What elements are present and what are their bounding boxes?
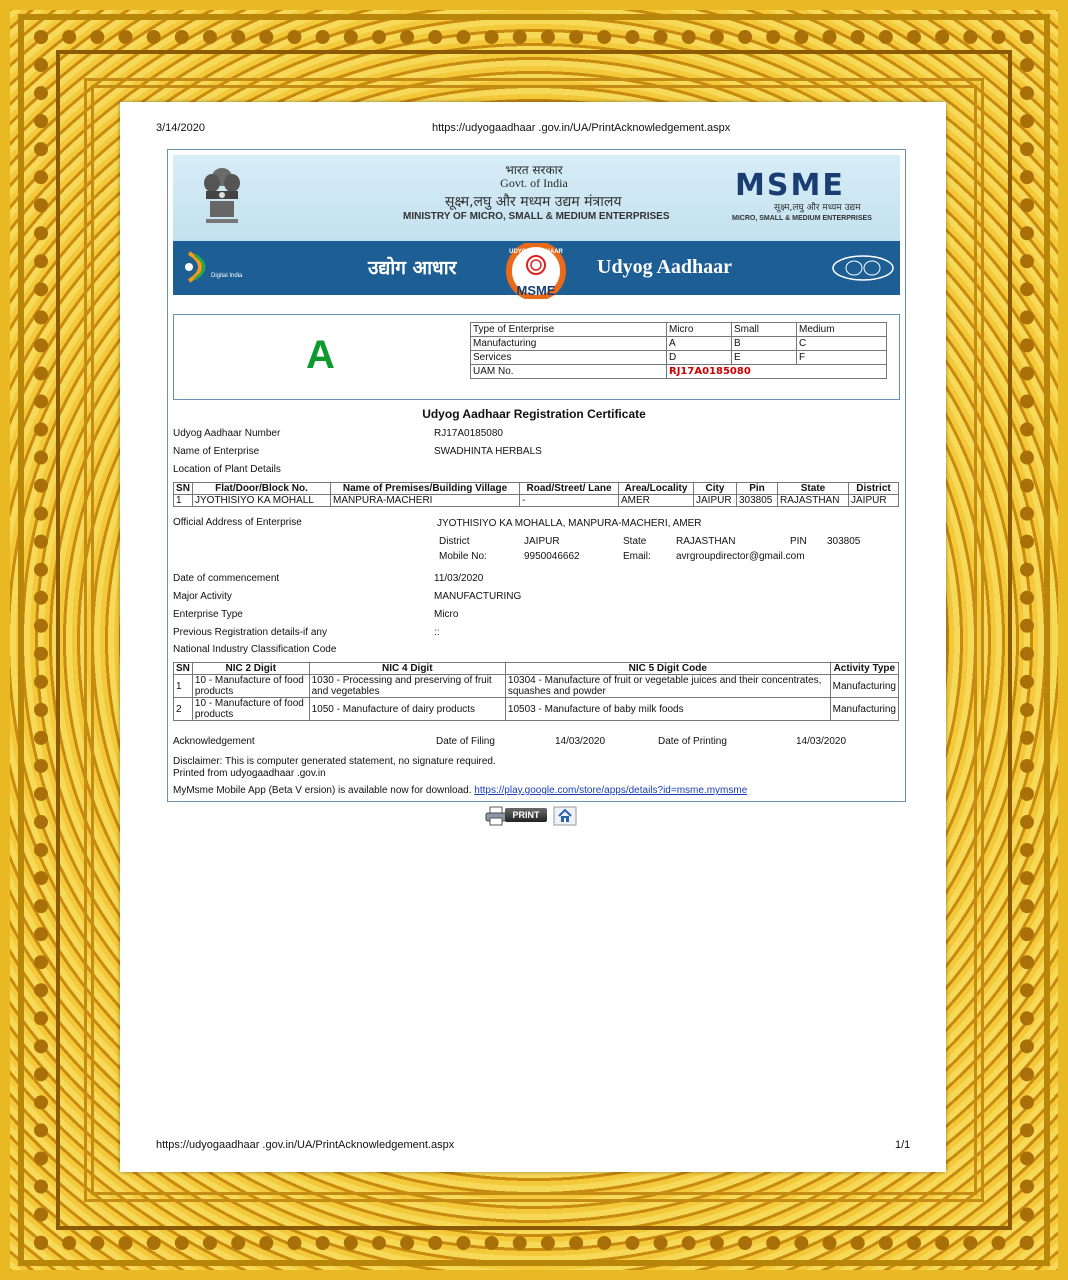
table-cell: JAIPUR bbox=[694, 495, 737, 507]
table-header-row bbox=[174, 663, 899, 675]
print-button-label: PRINT bbox=[505, 808, 547, 822]
home-button[interactable] bbox=[553, 806, 577, 826]
commencement-label: Date of commencement bbox=[173, 573, 280, 584]
table-row bbox=[174, 698, 899, 721]
print-button[interactable] bbox=[485, 806, 549, 826]
pin-value: 303805 bbox=[827, 536, 861, 547]
table-cell: Services bbox=[471, 351, 667, 365]
column-header: NIC 2 Digit bbox=[192, 663, 309, 675]
mobile-label: Mobile No: bbox=[439, 551, 487, 562]
plant-location-table bbox=[173, 482, 899, 507]
table-cell: A bbox=[667, 337, 732, 351]
pin-label: PIN bbox=[790, 536, 807, 547]
column-header: Activity Type bbox=[830, 663, 898, 675]
seal-msme-text: MSME bbox=[516, 283, 556, 298]
district-label: District bbox=[439, 536, 470, 547]
previous-registration-label: Previous Registration details-if any bbox=[173, 627, 327, 638]
state-value: RAJASTHAN bbox=[676, 536, 736, 547]
table-cell: 10 - Manufacture of food products bbox=[192, 698, 309, 721]
ministry-english: MINISTRY OF MICRO, SMALL & MEDIUM ENTERPRISES bbox=[403, 211, 670, 222]
disclaimer: Disclaimer: This is computer generated statement, no signature required. bbox=[173, 756, 496, 767]
page-number: 1/1 bbox=[895, 1139, 911, 1151]
commencement-value: 11/03/2020 bbox=[434, 573, 484, 584]
mobile-app-text: MyMsme Mobile App (Beta V ersion) is available now for download. bbox=[173, 785, 472, 796]
digital-india-logo bbox=[181, 249, 251, 289]
table-cell: Small bbox=[732, 323, 797, 337]
table-cell: 2 bbox=[174, 698, 193, 721]
table-cell: - bbox=[520, 495, 619, 507]
table-cell: 1030 - Processing and preserving of fruit and vegetables bbox=[309, 675, 505, 698]
column-header: SN bbox=[174, 663, 193, 675]
state-label: State bbox=[623, 536, 647, 547]
column-header: City bbox=[694, 483, 737, 495]
gov-seal-icon bbox=[828, 253, 898, 283]
enterprise-name-value: SWADHINTA HERBALS bbox=[434, 446, 542, 457]
home-icon bbox=[553, 806, 577, 826]
nic-label: National Industry Classification Code bbox=[173, 644, 337, 655]
mobile-value: 9950046662 bbox=[524, 551, 580, 562]
column-header: SN bbox=[174, 483, 193, 495]
table-cell: 303805 bbox=[737, 495, 778, 507]
table-cell: C bbox=[797, 337, 887, 351]
table-cell: 1 bbox=[174, 675, 193, 698]
uam-label: UAM No. bbox=[471, 365, 667, 379]
udyog-aadhaar-english: Udyog Aadhaar bbox=[597, 256, 733, 278]
previous-registration-value: :: bbox=[434, 627, 440, 638]
table-cell: Manufacturing bbox=[830, 698, 898, 721]
digital-india-label: Digital India bbox=[211, 273, 243, 279]
official-address-value: JYOTHISIYO KA MOHALLA, MANPURA-MACHERI, AMER bbox=[437, 518, 702, 529]
printed-from: Printed from udyogaadhaar .gov.in bbox=[173, 768, 326, 779]
udyog-aadhaar-seal-icon bbox=[497, 243, 575, 299]
major-activity-label: Major Activity bbox=[173, 591, 232, 602]
column-header: Area/Locality bbox=[619, 483, 694, 495]
table-cell: JYOTHISIYO KA MOHALL bbox=[193, 495, 331, 507]
table-cell: 10 - Manufacture of food products bbox=[192, 675, 309, 698]
ministry-hindi: सूक्ष्म,लघु और मध्यम उद्यम मंत्रालय bbox=[445, 194, 622, 210]
email-label: Email: bbox=[623, 551, 651, 562]
msme-hindi: सूक्ष्म,लघु और मध्यम उद्यम bbox=[774, 203, 861, 213]
printing-date-value: 14/03/2020 bbox=[796, 736, 847, 747]
table-row bbox=[471, 323, 887, 337]
table-cell: D bbox=[667, 351, 732, 365]
gov-hindi: भारत सरकार bbox=[505, 163, 563, 177]
table-cell: Manufacturing bbox=[830, 675, 898, 698]
msme-english: MICRO, SMALL & MEDIUM ENTERPRISES bbox=[732, 215, 872, 222]
table-row bbox=[471, 351, 887, 365]
print-date: 3/14/2020 bbox=[156, 122, 205, 134]
email-value: avrgroupdirector@gmail.com bbox=[676, 551, 805, 562]
column-header: Pin bbox=[737, 483, 778, 495]
column-header: District bbox=[849, 483, 899, 495]
table-row bbox=[471, 337, 887, 351]
column-header: Flat/Door/Block No. bbox=[193, 483, 331, 495]
acknowledgement-label: Acknowledgement bbox=[173, 736, 255, 747]
nic-table bbox=[173, 662, 899, 721]
table-cell: Type of Enterprise bbox=[471, 323, 667, 337]
table-cell: 10304 - Manufacture of fruit or vegetable juices and their concentrates, squashes and powder bbox=[505, 675, 830, 698]
certificate-title: Udyog Aadhaar Registration Certificate bbox=[422, 407, 646, 421]
filing-date-value: 14/03/2020 bbox=[555, 736, 606, 747]
table-cell: F bbox=[797, 351, 887, 365]
column-header: NIC 5 Digit Code bbox=[505, 663, 830, 675]
print-url: https://udyogaadhaar .gov.in/UA/PrintAcknowledgement.aspx bbox=[432, 122, 731, 134]
table-header-row bbox=[174, 483, 899, 495]
category-grade: A bbox=[306, 333, 335, 377]
msme-logo: MSME bbox=[735, 168, 845, 203]
enterprise-type-table bbox=[470, 322, 887, 379]
plant-location-label: Location of Plant Details bbox=[173, 464, 281, 475]
table-cell: MANPURA-MACHERI bbox=[331, 495, 520, 507]
printer-icon bbox=[485, 806, 507, 826]
printing-date-label: Date of Printing bbox=[658, 736, 727, 747]
enterprise-type-value: Micro bbox=[434, 609, 459, 620]
udyog-aadhaar-hindi: उद्योग आधार bbox=[368, 257, 457, 279]
enterprise-type-label: Enterprise Type bbox=[173, 609, 243, 620]
mobile-app-note bbox=[173, 785, 747, 796]
table-cell: JAIPUR bbox=[849, 495, 899, 507]
table-row bbox=[174, 495, 899, 507]
table-cell: B bbox=[732, 337, 797, 351]
seal-ring-text: UDYOG AADHAAR bbox=[509, 249, 563, 255]
table-cell: AMER bbox=[619, 495, 694, 507]
uam-value: RJ17A0185080 bbox=[667, 365, 887, 379]
table-row bbox=[174, 675, 899, 698]
column-header: State bbox=[778, 483, 849, 495]
table-cell: Manufacturing bbox=[471, 337, 667, 351]
table-cell: 1050 - Manufacture of dairy products bbox=[309, 698, 505, 721]
aadhaar-number-label: Udyog Aadhaar Number bbox=[173, 428, 281, 439]
major-activity-value: MANUFACTURING bbox=[434, 591, 522, 602]
footer-url: https://udyogaadhaar .gov.in/UA/PrintAcknowledgement.aspx bbox=[156, 1139, 455, 1151]
digital-india-icon bbox=[181, 249, 215, 285]
district-value: JAIPUR bbox=[524, 536, 560, 547]
aadhaar-number-value: RJ17A0185080 bbox=[434, 428, 503, 439]
table-cell: Micro bbox=[667, 323, 732, 337]
table-cell: RAJASTHAN bbox=[778, 495, 849, 507]
enterprise-name-label: Name of Enterprise bbox=[173, 446, 260, 457]
gov-english: Govt. of India bbox=[500, 176, 568, 190]
filing-date-label: Date of Filing bbox=[436, 736, 495, 747]
table-cell: 10503 - Manufacture of baby milk foods bbox=[505, 698, 830, 721]
column-header: Name of Premises/Building Village bbox=[331, 483, 520, 495]
column-header: NIC 4 Digit bbox=[309, 663, 505, 675]
column-header: Road/Street/ Lane bbox=[520, 483, 619, 495]
mobile-app-link[interactable]: https://play.google.com/store/apps/details?id=msme.mymsme bbox=[474, 785, 748, 796]
table-cell: E bbox=[732, 351, 797, 365]
table-row bbox=[471, 365, 887, 379]
official-address-label: Official Address of Enterprise bbox=[173, 517, 302, 528]
table-cell: Medium bbox=[797, 323, 887, 337]
table-cell: 1 bbox=[174, 495, 193, 507]
